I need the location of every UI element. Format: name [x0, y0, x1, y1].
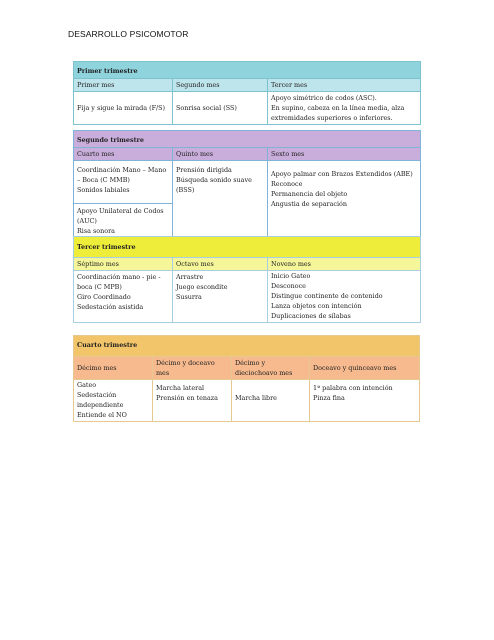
milestone-item: Permanencia del objeto	[271, 190, 348, 198]
trimestre-title: Segundo trimestre	[74, 131, 421, 148]
trimestre-title: Primer trimestre	[74, 62, 421, 79]
milestone-item: Angustia de separación	[271, 200, 347, 208]
table-primer-trimestre	[73, 61, 421, 125]
milestone-item: Duplicaciones de sílabas	[271, 312, 351, 320]
milestone-item: Sedestación asistida	[77, 303, 144, 311]
milestone-item: Sonrisa social (SS)	[176, 104, 237, 112]
trimestre-title: Cuarto trimestre	[74, 336, 420, 357]
milestone-cell	[268, 271, 421, 323]
milestone-item: Desconoce	[271, 282, 306, 290]
column-header: Décimo y dieciochoavo mes	[232, 357, 310, 380]
milestone-item: Prensión dirigida	[176, 166, 232, 174]
milestone-item: Risa sonora	[77, 227, 115, 235]
milestone-item: Reconoce	[271, 180, 303, 188]
milestone-item: Apoyo simétrico de codos (ASC).	[271, 94, 377, 102]
milestone-cell	[173, 271, 268, 323]
page-title: DESARROLLO PSICOMOTOR	[68, 29, 189, 39]
column-header: Sexto mes	[268, 148, 421, 161]
column-header: Tercer mes	[268, 79, 421, 92]
milestone-item: En supino, cabeza en la línea media, alza extremidades superiores o inferiores.	[271, 104, 405, 122]
milestone-cell	[268, 92, 421, 125]
milestone-cell	[74, 271, 173, 323]
milestone-item: Coordinación Mano – Mano – Boca (C MMB)	[77, 166, 167, 184]
milestone-item: Sedestación independiente	[77, 391, 124, 409]
milestone-cell	[74, 92, 173, 125]
column-header: Doceavo y quinceavo mes	[310, 357, 420, 380]
milestone-cell	[232, 380, 310, 422]
milestone-item: Apoyo palmar con Brazos Extendidos (ABE)	[271, 170, 413, 178]
milestone-item: Apoyo Unilateral de Codos (AUC)	[77, 207, 164, 225]
trimestre-title: Tercer trimestre	[74, 237, 421, 258]
milestone-cell	[74, 204, 173, 238]
milestone-item: Búsqueda sonido suave (BSS)	[176, 176, 252, 194]
table-tercer-trimestre	[73, 236, 421, 323]
column-header: Décimo y doceavo mes	[153, 357, 232, 380]
milestone-item: Sonidos labiales	[77, 186, 130, 194]
milestone-item: 1ª palabra con intención	[313, 384, 393, 392]
milestone-item: Coordinación mano - pie - boca (C MPB)	[77, 273, 161, 291]
milestone-cell	[173, 92, 268, 125]
column-header: Octavo mes	[173, 258, 268, 271]
milestone-item: Marcha libre	[235, 394, 277, 402]
milestone-item: Juego escondite	[176, 283, 228, 291]
column-header: Noveno mes	[268, 258, 421, 271]
milestone-item: Susurra	[176, 293, 202, 301]
milestone-cell	[268, 161, 421, 238]
column-header: Décimo mes	[74, 357, 153, 380]
milestone-item: Prensión en tenaza	[156, 394, 218, 402]
milestone-item: Lanza objetos con intención	[271, 302, 362, 310]
table-segundo-trimestre	[73, 130, 421, 238]
column-header: Séptimo mes	[74, 258, 173, 271]
milestone-item: Marcha lateral	[156, 384, 205, 392]
milestone-cell	[173, 161, 268, 238]
milestone-item: Giro Coordinado	[77, 293, 131, 301]
milestone-cell	[153, 380, 232, 422]
milestone-item: Arrastre	[176, 273, 204, 281]
milestone-item: Fija y sigue la mirada (F/S)	[77, 104, 166, 112]
column-header: Segundo mes	[173, 79, 268, 92]
table-cuarto-trimestre	[73, 335, 420, 422]
milestone-item: Entiende el NO	[77, 411, 127, 419]
column-header: Cuarto mes	[74, 148, 173, 161]
milestone-item: Inicio Gateo	[271, 272, 311, 280]
milestone-cell	[74, 161, 173, 204]
column-header: Primer mes	[74, 79, 173, 92]
column-header: Quinto mes	[173, 148, 268, 161]
milestone-item: Distingue continente de contenido	[271, 292, 383, 300]
milestone-item: Pinza fina	[313, 394, 345, 402]
milestone-cell	[74, 380, 153, 422]
milestone-item: Gateo	[77, 381, 97, 389]
milestone-cell	[310, 380, 420, 422]
